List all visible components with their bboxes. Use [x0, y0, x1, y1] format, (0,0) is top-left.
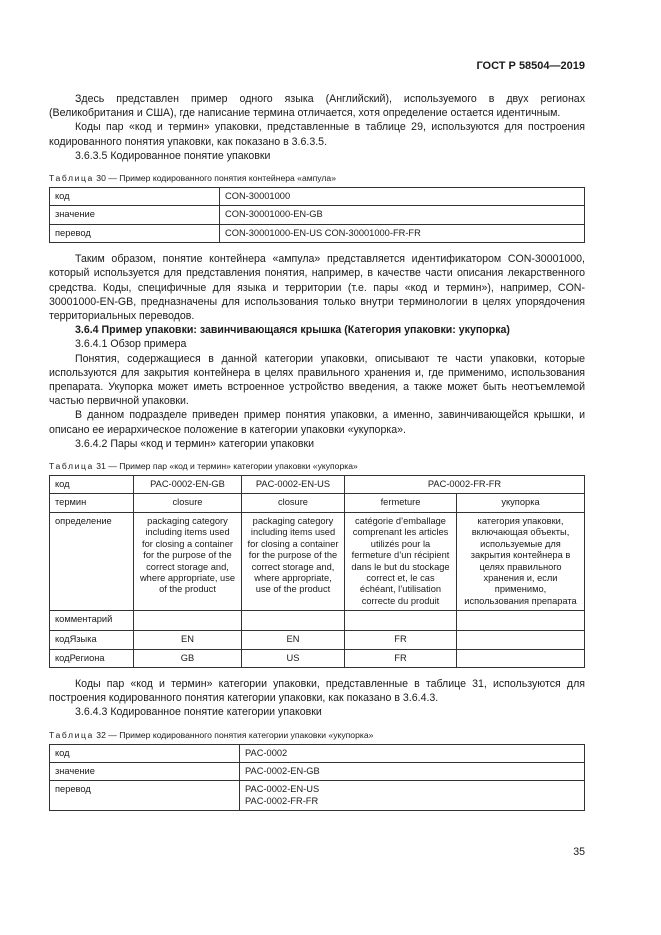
- translation-line: PAC-0002-EN-US: [245, 784, 320, 795]
- table-row: [50, 512, 585, 610]
- table-cell: [242, 611, 345, 631]
- table-cell: PAC-0002-EN-US: [242, 476, 345, 494]
- section-heading: 3.6.4 Пример упаковки: завинчивающаяся крышка (Категория упаковки: укупорка): [75, 324, 510, 337]
- table-cell: значение: [50, 206, 220, 224]
- paragraph: Понятия, содержащиеся в данной категории упаковки, описывают те части упаковки, которые используются для закрытия контейнера в целях правильного хранения и, где применимо, использования препарата. Укупорка может иметь встроенное устройство введения, а также может быть неотъемлемой частью первичной упаковки.: [49, 352, 585, 408]
- table-cell: fermeture: [345, 494, 457, 512]
- paragraph: В данном подразделе приведен пример понятия упаковки, а именно, завинчивающейся крышки, и описано ее иерархическое положение в категории упаковки «укупорка».: [49, 409, 585, 436]
- table-cell: значение: [50, 762, 240, 780]
- table-caption: [49, 173, 585, 183]
- table-cell: EN: [242, 631, 345, 649]
- paragraph: Здесь представлен пример одного языка (Английский), используемого в двух регионах (Великобритания и США), где написание термина отличается, хотя определение остается идентичным.: [49, 93, 585, 120]
- table-row: [50, 224, 585, 242]
- table-cell: PAC-0002-FR-FR: [345, 476, 585, 494]
- table-cell: [457, 631, 585, 649]
- table-row: [50, 611, 585, 631]
- subsection-heading: 3.6.4.3 Кодированное понятие категории упаковки: [75, 706, 322, 719]
- table-31: [49, 475, 585, 668]
- table-cell: кодЯзыка: [50, 631, 134, 649]
- table-cell: укупорка: [457, 494, 585, 512]
- paragraph: Коды пар «код и термин» категории упаковки, представленные в таблице 31, используются для построения кодированного понятия категории упаковки, как показано в 3.6.4.3.: [49, 677, 585, 705]
- table-cell: FR: [345, 649, 457, 667]
- table-row: [50, 744, 585, 762]
- table-row: [50, 762, 585, 780]
- table-30: [49, 187, 585, 243]
- table-row: [50, 631, 585, 649]
- table-row: [50, 188, 585, 206]
- page-number: 35: [573, 846, 585, 858]
- table-cell: CON-30001000-EN-GB: [220, 206, 585, 224]
- table-row: [50, 494, 585, 512]
- table-cell: [240, 781, 585, 811]
- table-cell: перевод: [50, 781, 240, 811]
- document-body: [49, 92, 585, 811]
- table-cell: US: [242, 649, 345, 667]
- table-cell: код: [50, 744, 240, 762]
- table-cell: packaging category including items used for closing a container for the purpose of the correct storage and, where appropriate, use of the product: [242, 512, 345, 610]
- table-cell: EN: [134, 631, 242, 649]
- table-cell: кодРегиона: [50, 649, 134, 667]
- caption-text: 32 — Пример кодированного понятия категории упаковки «укупорка»: [93, 729, 374, 740]
- table-32: [49, 744, 585, 812]
- paragraph: Коды пар «код и термин» упаковки, представленные в таблице 29, используются для построения кодированного понятия упаковки, как показано в 3.6.3.5.: [49, 121, 585, 148]
- caption-label: Таблица: [49, 173, 94, 184]
- table-cell: CON-30001000-EN-US CON-30001000-FR-FR: [220, 224, 585, 242]
- caption-text: 30 — Пример кодированного понятия контейнера «ампула»: [93, 173, 336, 184]
- table-cell: CON-30001000: [220, 188, 585, 206]
- table-cell: PAC-0002-EN-GB: [240, 762, 585, 780]
- table-cell: PAC-0002-EN-GB: [134, 476, 242, 494]
- table-cell: [345, 611, 457, 631]
- table-cell: catégorie d’emballage comprenant les articles utilizés pour la fermeture d’un récipient dans le but du stockage correct et, le cas échéant, l’utilisation correcte du produit: [345, 512, 457, 610]
- table-cell: перевод: [50, 224, 220, 242]
- caption-label: Таблица: [49, 461, 94, 472]
- table-cell: packaging category including items used for closing a container for the purpose of the correct storage and, where appropriate, use of the product: [134, 512, 242, 610]
- subsection-heading: 3.6.3.5 Кодированное понятие упаковки: [75, 149, 271, 162]
- caption-label: Таблица: [49, 729, 94, 740]
- table-cell: термин: [50, 494, 134, 512]
- table-caption: [49, 461, 585, 471]
- paragraph: Таким образом, понятие контейнера «ампула» представляется идентификатором CON-30001000, который используется для представления понятия, например, в качестве части описания лекарственного средства. Коды, специфичные для языка и территории (т.е. пары «код и термин»), например, CON-30001000-EN-GB, предназначены для использования только внутри терминологии в целях упорядочения территориальных переводов.: [49, 253, 585, 323]
- table-cell: определение: [50, 512, 134, 610]
- table-cell: GB: [134, 649, 242, 667]
- table-cell: [134, 611, 242, 631]
- table-cell: код: [50, 476, 134, 494]
- table-row: [50, 206, 585, 224]
- caption-text: 31 — Пример пар «код и термин» категории упаковки «укупорка»: [93, 461, 358, 472]
- table-cell: [457, 649, 585, 667]
- table-cell: closure: [134, 494, 242, 512]
- table-cell: категория упаковки, включающая объекты, используемые для закрытия контейнера в целях правильного хранения и, если применимо, использования препарата: [457, 512, 585, 610]
- subsection-heading: 3.6.4.2 Пары «код и термин» категории упаковки: [75, 437, 315, 450]
- table-cell: код: [50, 188, 220, 206]
- table-row: [50, 476, 585, 494]
- table-caption: [49, 730, 585, 740]
- table-cell: комментарий: [50, 611, 134, 631]
- translation-line: PAC-0002-FR-FR: [245, 795, 319, 806]
- table-cell: [457, 611, 585, 631]
- table-row: [50, 781, 585, 811]
- standard-header: ГОСТ Р 58504—2019: [476, 60, 585, 72]
- table-cell: FR: [345, 631, 457, 649]
- table-cell: closure: [242, 494, 345, 512]
- table-row: [50, 649, 585, 667]
- subsection-heading: 3.6.4.1 Обзор примера: [75, 338, 187, 351]
- table-cell: PAC-0002: [240, 744, 585, 762]
